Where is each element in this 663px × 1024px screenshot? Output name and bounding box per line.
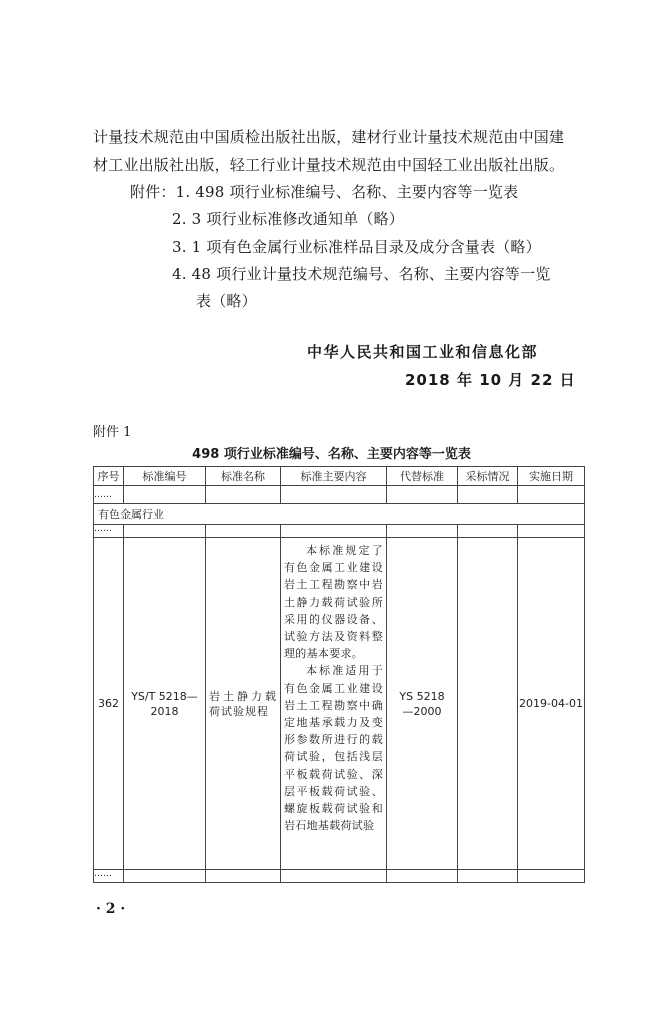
body-line-1: 计量技术规范由中国质检出版社出版，建材行业计量技术规范由中国建 [93, 128, 565, 146]
issue-date: 2018 年 10 月 22 日 [405, 371, 576, 389]
table-header-row [94, 467, 585, 486]
cell-effective: 2019-04-01 [518, 538, 585, 870]
header-adoption: 采标情况 [458, 467, 518, 486]
header-replaces: 代替标准 [387, 467, 458, 486]
attachment-list-line-3: 3. 1 项有色金属行业标准样品目录及成分含量表（略） [172, 238, 541, 256]
ellipsis-cell: …… [94, 870, 124, 883]
attachment-list-line-1: 附件：1. 498 项行业标准编号、名称、主要内容等一览表 [130, 183, 519, 201]
category-row [94, 504, 585, 525]
cell-content [281, 538, 387, 870]
header-code: 标准编号 [124, 467, 206, 486]
table-row [94, 525, 585, 538]
body-line-2: 材工业出版社出版，轻工行业计量技术规范由中国轻工业出版社出版。 [93, 156, 565, 174]
standards-table [93, 466, 585, 883]
attachment-list-line-4: 4. 48 项行业计量技术规范编号、名称、主要内容等一览 [172, 265, 551, 283]
issuing-organization: 中华人民共和国工业和信息化部 [307, 343, 539, 361]
header-content: 标准主要内容 [281, 467, 387, 486]
ellipsis-cell: …… [94, 486, 124, 504]
category-label: 有色金属行业 [94, 504, 585, 525]
cell-seq: 362 [94, 538, 124, 870]
table-title: 498 项行业标准编号、名称、主要内容等一览表 [192, 447, 471, 462]
attachment-label: 附件 1 [93, 425, 132, 440]
table-row [94, 870, 585, 883]
attachment-list-line-2: 2. 3 项行业标准修改通知单（略） [172, 210, 404, 228]
attachment-list-line-4-cont: 表（略） [196, 292, 257, 310]
table-row [94, 486, 585, 504]
cell-replaces: YS 5218—2000 [387, 538, 458, 870]
header-name: 标准名称 [206, 467, 281, 486]
content-paragraph-1: 本标准规定了有色金属工业建设岩土工程勘察中岩土静力载荷试验所采用的仪器设备、试验方法及资料整理的基本要求。 [284, 544, 383, 661]
cell-adoption [458, 538, 518, 870]
content-paragraph-2: 本标准适用于有色金属工业建设岩土工程勘察中确定地基承载力及变形参数所进行的载荷试验，包括浅层平板载荷试验、深层平板载荷试验、螺旋板载荷试验和岩石地基载荷试验 [284, 664, 383, 833]
header-effective: 实施日期 [518, 467, 585, 486]
page-number: · 2 · [96, 901, 126, 917]
cell-code: YS/T 5218—2018 [124, 538, 206, 870]
table-row [94, 538, 585, 870]
header-seq: 序号 [94, 467, 124, 486]
ellipsis-cell: …… [94, 525, 124, 538]
cell-name: 岩土静力载荷试验规程 [206, 538, 281, 870]
